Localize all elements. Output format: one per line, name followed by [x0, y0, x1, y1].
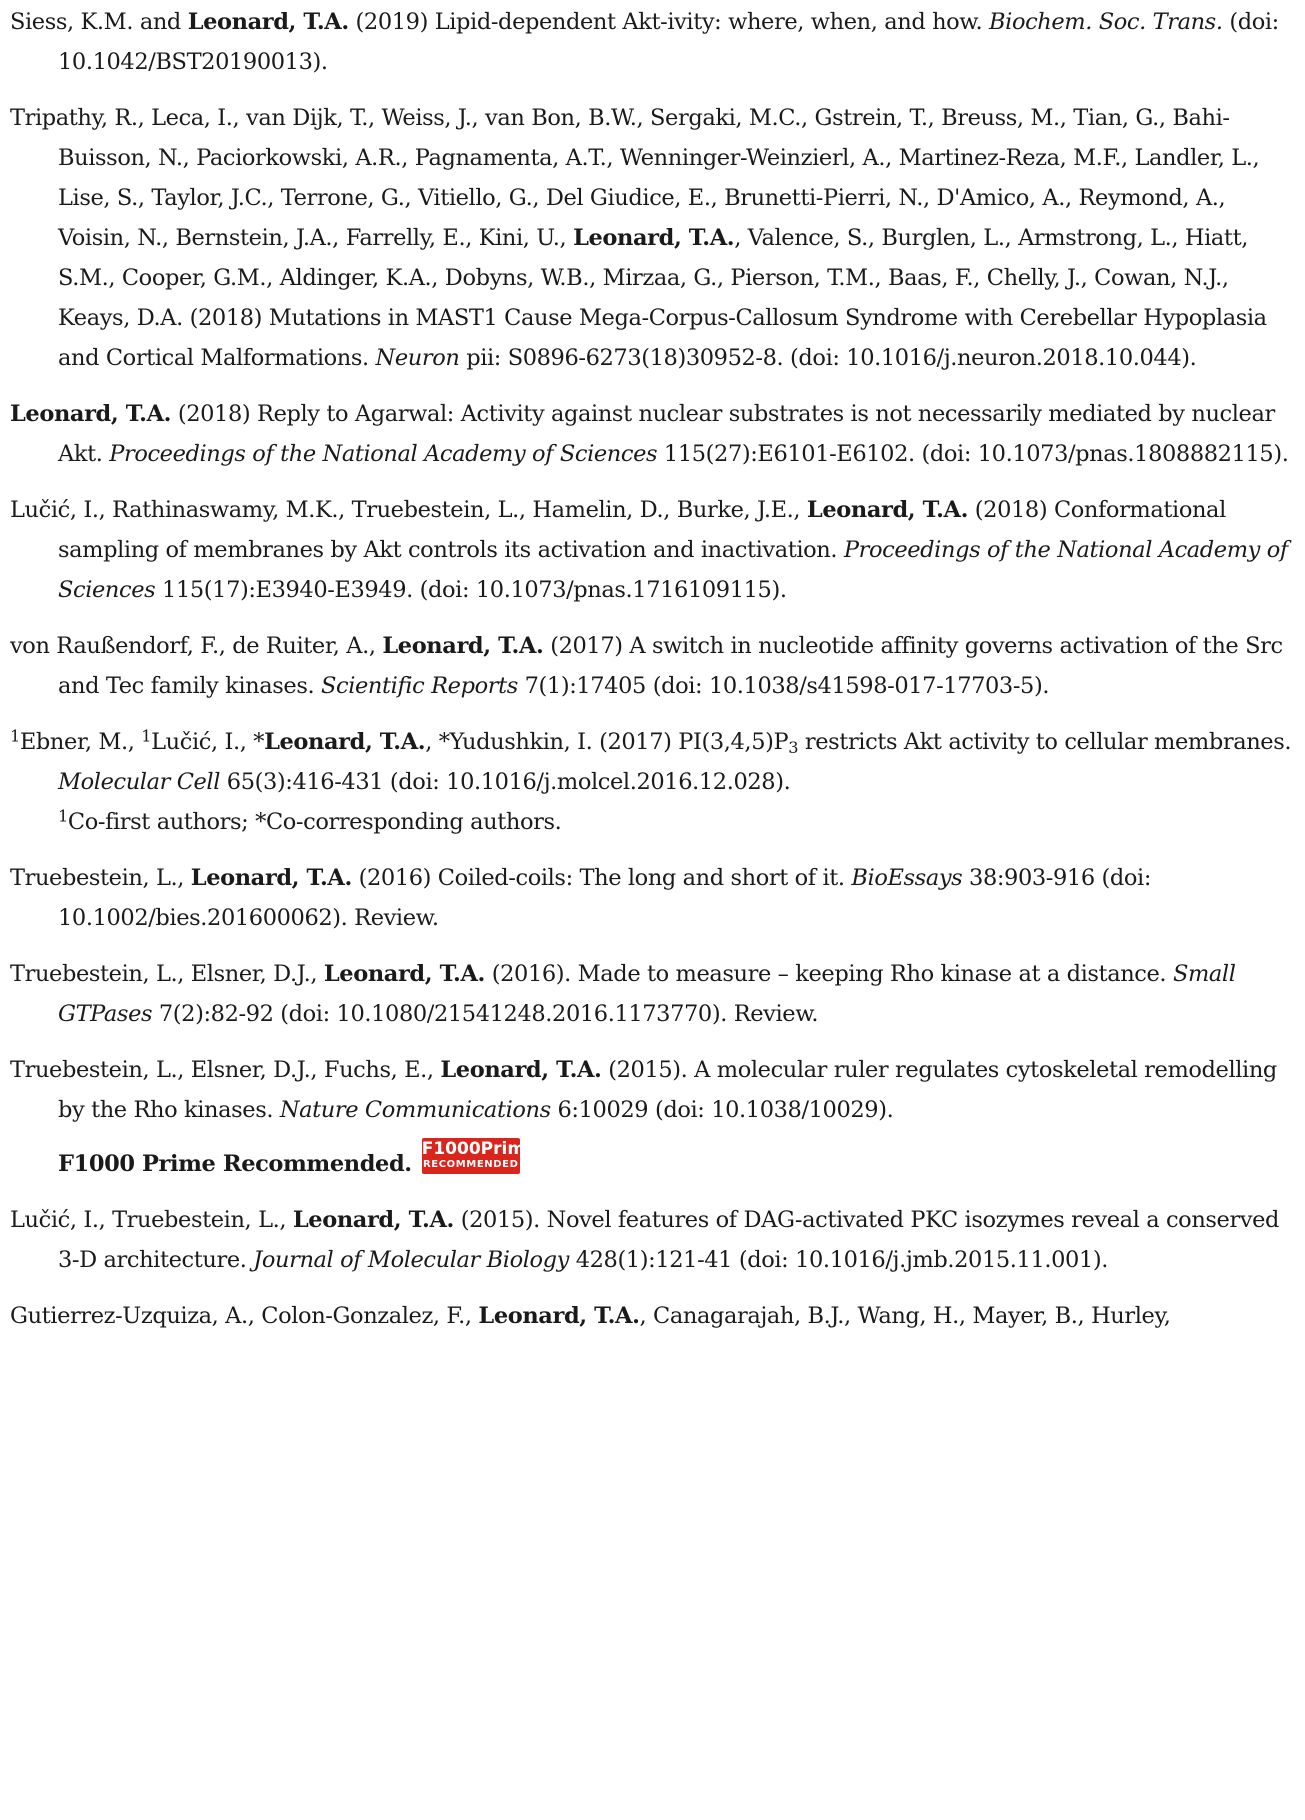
ref-authors: Lučić, I., * [151, 729, 265, 755]
ref-title: , *Yudushkin, I. (2017) PI(3,4,5)P [425, 729, 789, 755]
ref-highlighted-author: Leonard, T.A. [806, 497, 969, 523]
reference-ebner-2017 [10, 722, 1295, 842]
ref-details: 428(1):121-41 (doi: 10.1016/j.jmb.2015.11.001). [568, 1247, 1108, 1273]
ref-details: 7(1):17405 (doi: 10.1038/s41598-017-17703-5). [517, 673, 1050, 699]
f1000-prime-badge-icon [421, 1138, 537, 1174]
ref-authors: Gutierrez-Uzquiza, A., Colon-Gonzalez, F., [10, 1303, 479, 1329]
ref-details: 7(2):82-92 (doi: 10.1080/21541248.2016.1173770). Review. [152, 1001, 819, 1027]
ref-journal: Proceedings of the National Academy of Sciences [109, 441, 658, 467]
ref-highlighted-author: Leonard, T.A. [292, 1207, 454, 1233]
ref-details: 115(17):E3940-E3949. (doi: 10.1073/pnas.1716109115). [155, 577, 787, 603]
ref-authors: Siess, K.M. and [10, 9, 188, 35]
reference-lucic-2015 [10, 1200, 1295, 1280]
reference-truebestein-2016-rho [10, 954, 1295, 1034]
ref-title: (2016). Made to measure – keeping Rho kinase at a distance. [484, 961, 1173, 987]
ref-authors: von Raußendorf, F., de Ruiter, A., [10, 633, 383, 659]
ref-authors: Truebestein, L., Elsner, D.J., Fuchs, E., [10, 1057, 441, 1083]
reference-truebestein-2016-coiled [10, 858, 1295, 938]
ref-journal: Small GTPases [58, 961, 1236, 1027]
ref-authors: Tripathy, R., Leca, I., van Dijk, T., Weiss, J., van Bon, B.W., Sergaki, M.C., Gstrein, T., Breuss, M., Tian, G., Bahi-Buisson, N., Paciorkowski, A.R., Pagnamenta, A.T., Wenninger-Weinzierl, A., Martinez-Reza, M.F., Landler, L., Lise, S., Taylor, J.C., Terrone, G., Vitiello, G., Del Giudice, E., Brunetti-Pierri, N., D'Amico, A., Reymond, A., Voisin, N., Bernstein, J.A., Farrelly, E., Kini, U., [10, 105, 1260, 251]
f1000-label: F1000 Prime Recommended. [58, 1151, 412, 1177]
footnote-marker: 1 [58, 806, 68, 826]
ref-footnote [58, 802, 1295, 842]
ref-highlighted-author: Leonard, T.A. [440, 1057, 602, 1083]
ref-authors: Truebestein, L., [10, 865, 191, 891]
ref-journal: Nature Communications [279, 1097, 551, 1123]
ref-highlighted-author: Leonard, T.A. [478, 1303, 640, 1329]
reference-tripathy-2018 [10, 98, 1295, 378]
ref-journal: BioEssays [851, 865, 963, 891]
publication-list [10, 0, 1295, 1352]
ref-journal: Molecular Cell [58, 769, 221, 795]
ref-highlighted-author: Leonard, T.A. [10, 401, 172, 427]
footnote-text: Co-first authors; *Co-corresponding authors. [67, 809, 562, 835]
ref-highlighted-author: Leonard, T.A. [382, 633, 544, 659]
ref-highlighted-author: Leonard, T.A. [264, 729, 426, 755]
reference-siess-2019 [10, 2, 1295, 82]
cofirst-marker: 1 [141, 726, 152, 746]
ref-authors: Ebner, M., [19, 729, 142, 755]
badge-subtitle: RECOMMENDED [422, 1159, 519, 1170]
ref-details: pii: S0896-6273(18)30952-8. (doi: 10.1016/j.neuron.2018.10.044). [459, 345, 1197, 371]
ref-details: 38:903-916 (doi: 10.1002/bies.201600062). Review. [58, 865, 1152, 931]
reference-raussendorf-2017 [10, 626, 1295, 706]
ref-authors: Truebestein, L., Elsner, D.J., [10, 961, 324, 987]
reference-gutierrez-uzquiza [10, 1296, 1295, 1336]
ref-journal: Proceedings of the National Academy of Sciences [58, 537, 1288, 603]
subscript: 3 [788, 738, 799, 758]
ref-journal: Journal of Molecular Biology [253, 1247, 569, 1273]
ref-details: 6:10029 (doi: 10.1038/10029). [550, 1097, 894, 1123]
ref-highlighted-author: Leonard, T.A. [187, 9, 349, 35]
ref-title: (2016) Coiled-coils: The long and short of it. [351, 865, 852, 891]
ref-journal: Biochem. Soc. Trans. [989, 9, 1223, 35]
reference-truebestein-2015 [10, 1050, 1295, 1184]
ref-title: restricts Akt activity to cellular membranes. [798, 729, 1292, 755]
ref-journal: Neuron [375, 345, 460, 371]
cofirst-marker: 1 [10, 726, 20, 746]
ref-title: (2017) A switch in nucleotide affinity governs activation of the Src and Tec family kinases. [58, 633, 1283, 699]
ref-authors: Lučić, I., Truebestein, L., [10, 1207, 293, 1233]
ref-highlighted-author: Leonard, T.A. [323, 961, 485, 987]
ref-title: , Valence, S., Burglen, L., Armstrong, L., Hiatt, S.M., Cooper, G.M., Aldinger, K.A., Dobyns, W.B., Mirzaa, G., Pierson, T.M., Baas, F., Chelly, J., Cowan, N.J., Keays, D.A. (2018) Mutations in MAST1 Cause Mega-Corpus-Callosum Syndrome with Cerebellar Hypoplasia and Cortical Malformations. [58, 225, 1267, 371]
ref-details: 115(27):E6101-E6102. (doi: 10.1073/pnas.1808882115). [657, 441, 1289, 467]
reference-leonard-2018-reply [10, 394, 1295, 474]
reference-lucic-2018 [10, 490, 1295, 610]
ref-title: (2019) Lipid-dependent Akt-ivity: where, when, and how. [348, 9, 990, 35]
ref-details: 65(3):416-431 (doi: 10.1016/j.molcel.2016.12.028). [220, 769, 791, 795]
ref-details: (doi: 10.1042/BST20190013). [58, 9, 1279, 75]
badge-title: F1000Prime [421, 1139, 537, 1159]
ref-highlighted-author: Leonard, T.A. [190, 865, 352, 891]
ref-highlighted-author: Leonard, T.A. [573, 225, 735, 251]
f1000-recommendation [58, 1138, 1295, 1184]
ref-title: (2015). Novel features of DAG-activated PKC isozymes reveal a conserved 3-D architecture. [58, 1207, 1280, 1273]
ref-journal: Scientific Reports [320, 673, 518, 699]
ref-authors: Lučić, I., Rathinaswamy, M.K., Truebestein, L., Hamelin, D., Burke, J.E., [10, 497, 807, 523]
ref-title: (2018) Reply to Agarwal: Activity against nuclear substrates is not necessarily mediated by nuclear Akt. [58, 401, 1275, 467]
ref-title: (2015). A molecular ruler regulates cytoskeletal remodelling by the Rho kinases. [58, 1057, 1277, 1123]
ref-title: (2018) Conformational sampling of membranes by Akt controls its activation and inactivation. [58, 497, 1226, 563]
ref-authors: , Canagarajah, B.J., Wang, H., Mayer, B., Hurley, [639, 1303, 1171, 1329]
